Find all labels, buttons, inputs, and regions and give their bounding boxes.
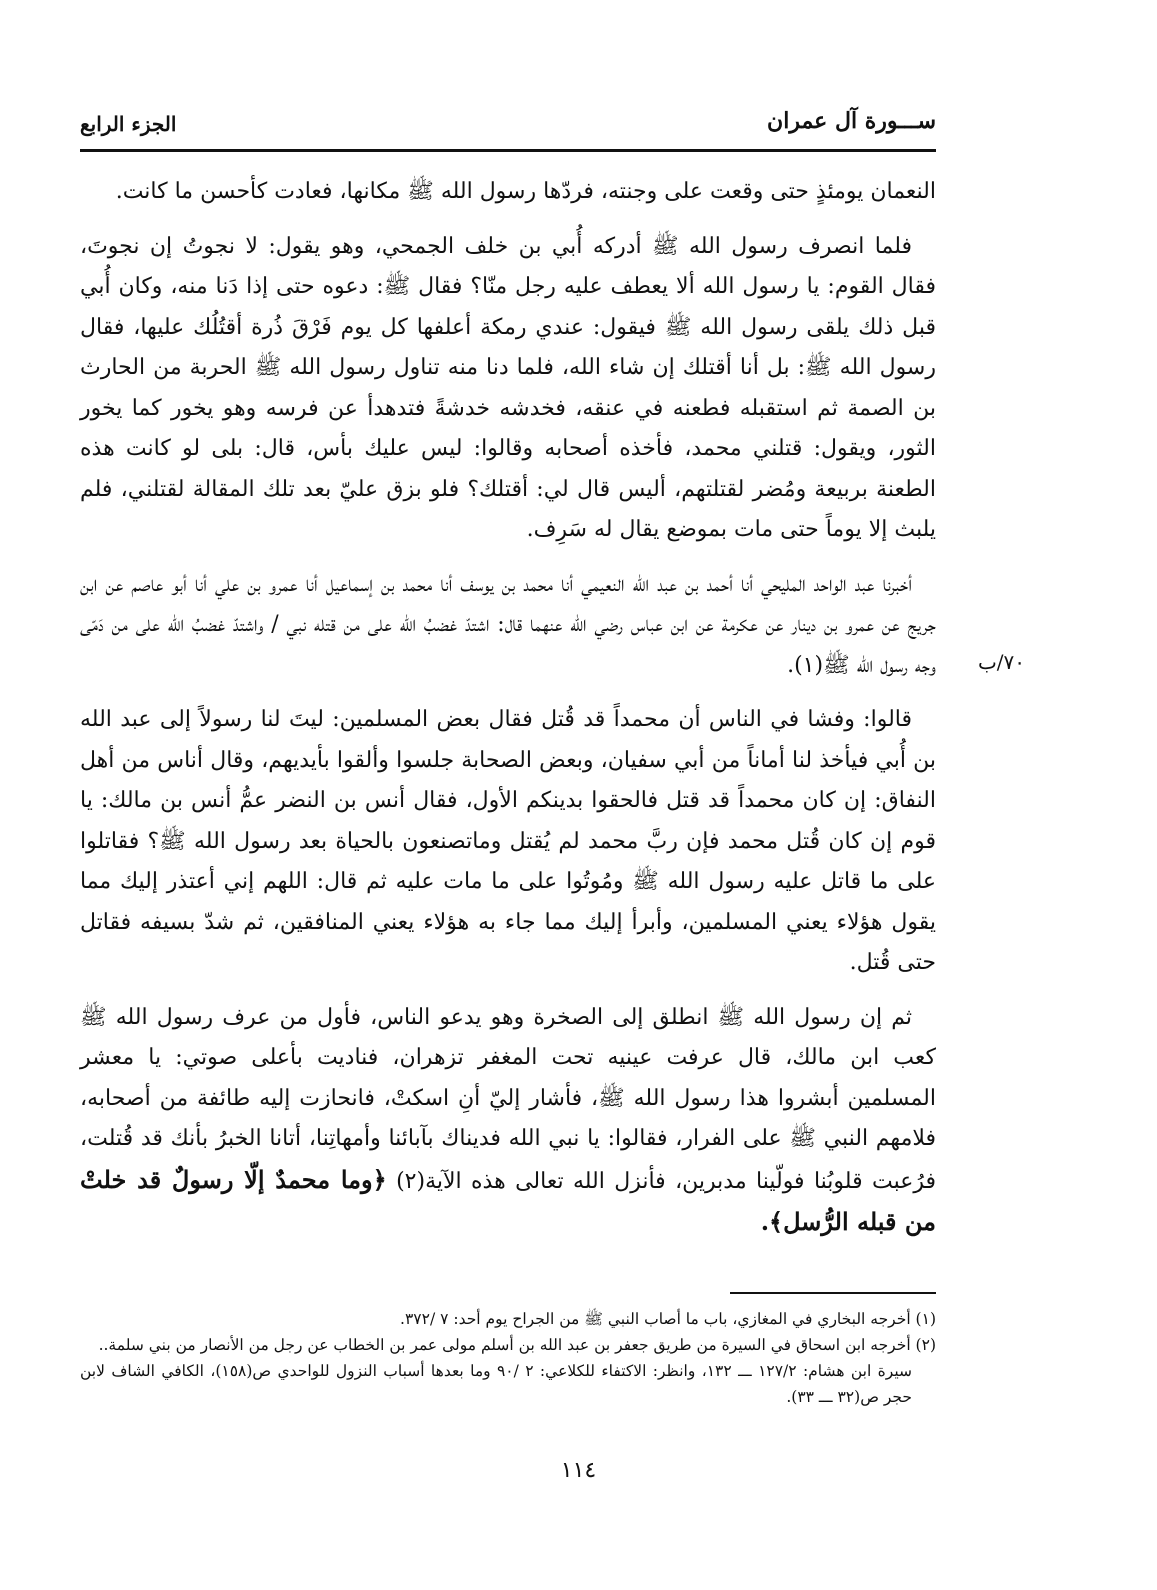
header-rule (80, 149, 936, 152)
paragraph: فلما انصرف رسول الله ﷺ أدركه أُبي بن خلف الجمحي، وهو يقول: لا نجوتُ إن نجوتَ، فقال القوم: يا رسول الله ألا يعطف عليه رجل منّا؟ فقال ﷺ: دعوه حتى إذا دَنا منه، وكان أُبي قبل ذلك يلقى رسول الله ﷺ فيقول: عندي رمكة أعلفها كل يوم فَرْقَ ذُرة أقتُلُك عليها، فقال رسول الله ﷺ: بل أنا أقتلك إن شاء الله، فلما دنا منه تناول رسول الله ﷺ الحربة من الحارث بن الصمة ثم استقبله فطعنه في عنقه، فخدشه خدشةً فتدهدأ عن فرسه وهو يخور كما يخور الثور، ويقول: قتلني محمد، فأخذه أصحابه وقالوا: ليس عليك بأس، قال: بلى لو كانت هذه الطعنة بربيعة ومُضر لقتلتهم، أليس قال لي: أقتلك؟ فلو بزق عليّ بعد تلك المقالة لقتلني، فلم يلبث إلا يوماً حتى مات بموضع يقال له سَرِف. (80, 233, 936, 542)
footnote: (٢) أخرجه ابن اسحاق في السيرة من طريق جعفر بن عبد الله بن أسلم مولى عمر بن الخطاب عن رجل من الأنصار من بني سلمة.. (98, 1336, 936, 1354)
manuscript-folio-note: ٧٠/ب (977, 650, 1025, 674)
footnotes (80, 1306, 936, 1410)
footnote-rule (730, 1292, 936, 1294)
page-header (80, 108, 936, 148)
footnote: (١) أخرجه البخاري في المغازي، باب ما أصاب النبي ﷺ من الجراح يوم أحد: ٧ /٣٧٢. (400, 1310, 936, 1328)
juz-title: الجزء الرابع (80, 112, 177, 136)
paragraph (80, 998, 936, 1245)
paragraph: النعمان يومئذٍ حتى وقعت على وجنته، فردّها رسول الله ﷺ مكانها، فعادت كأحسن ما كانت. (115, 179, 936, 204)
paragraph: أخبرنا عبد الواحد المليحي أنا أحمد بن عبد الله النعيمي أنا محمد بن يوسف أنا محمد بن إسماعيل أنا عمرو بن علي أنا أبو عاصم عن ابن جريج عن عمرو بن دينار عن عكرمة عن ابن عباس رضي الله عنهما قال: اشتدّ غضبُ الله على من قتله نبي / واشتدّ غضبُ الله على من دَمّى وجه رسول الله ﷺ(١). (80, 571, 936, 678)
paragraph: قالوا: وفشا في الناس أن محمداً قد قُتل فقال بعض المسلمين: ليتَ لنا رسولاً إلى عبد الله بن أُبي فيأخذ لنا أماناً من أبي سفيان، وبعض الصحابة جلسوا وألقوا بأيديهم، وقال أناس من أهل النفاق: إن كان محمداً قد قتل فالحقوا بدينكم الأول، فقال أنس بن النضر عمُّ أنس بن مالك: يا قوم إن كان قُتل محمد فإن ربَّ محمد لم يُقتل وماتصنعون بالحياة بعد رسول الله ﷺ؟ فقاتلوا على ما قاتل عليه رسول الله ﷺ ومُوتُوا على ما مات عليه ثم قال: اللهم إني أعتذر إليك مما يقول هؤلاء يعني المسلمين، وأبرأ إليك مما جاء به هؤلاء يعني المنافقين، ثم شدّ بسيفه فقاتل حتى قُتل. (80, 707, 936, 975)
paragraph-text: ثم إن رسول الله ﷺ انطلق إلى الصخرة وهو يدعو الناس، فأول من عرف رسول الله ﷺ كعب ابن مالك، قال عرفت عينيه تحت المغفر تزهران، فناديت بأعلى صوتي: يا معشر المسلمين أبشروا هذا رسول الله ﷺ، فأشار إليّ أنِ اسكتْ، فانحازت إليه طائفة من أصحابه، فلامهم النبي ﷺ على الفرار، فقالوا: يا نبي الله فديناك بآبائنا وأمهاتِنا، أتانا الخبرُ بأنك قد قُتلت، فرُعبت قلوبُنا فولّينا مدبرين، فأنزل الله تعالى هذه الآية(٢) (80, 1004, 936, 1194)
footnote-continuation: سيرة ابن هشام: ١٢٧/٢ ـــ ١٣٢، وانظر: الاكتفاء للكلاعي: ٢ /٩٠ وما بعدها أسباب النزول للواحدي ص(١٥٨)، الكافي الشاف لابن حجر ص(٣٢ ـــ ٣٣). (80, 1362, 912, 1406)
main-text (80, 172, 936, 1245)
page-number: ١١٤ (560, 1458, 597, 1483)
quran-verse: ﴿وما محمدٌ إلّا رسولٌ قد خلتْ من قبله الرُّسل﴾. (80, 1164, 936, 1236)
surah-title: ســـورة آل عمران (767, 108, 936, 134)
